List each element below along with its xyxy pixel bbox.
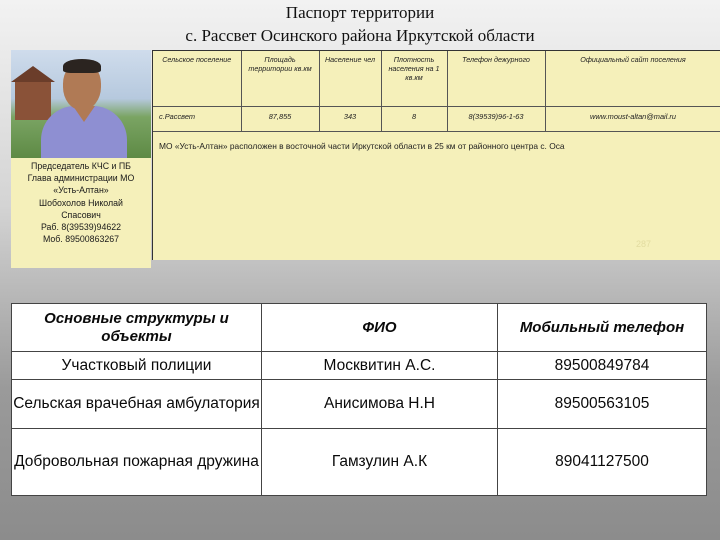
caption-line: Моб. 89500863267 <box>42 234 120 245</box>
object-cell: Сельская врачебная амбулатория <box>12 380 262 428</box>
caption-line: Спасович <box>61 209 101 220</box>
house-shape <box>15 80 51 120</box>
phone-cell: 89500849784 <box>498 352 707 380</box>
header-duty-phone: Телефон дежурного <box>447 51 545 106</box>
header-objects: Основные структуры и объекты <box>12 304 262 352</box>
page-number: 287 <box>636 239 652 249</box>
caption-line: Шобохолов Николай <box>39 197 123 208</box>
header-website: Официальный сайт поселения <box>545 51 720 106</box>
name-cell: Москвитин А.С. <box>262 352 498 380</box>
page-title-line1: Паспорт территории <box>285 3 435 22</box>
value-duty-phone: 8(39539)96-1-63 <box>447 106 545 131</box>
header-density: Плотность населения на 1 кв.км <box>381 51 447 106</box>
table-row <box>12 380 707 428</box>
value-density: 8 <box>381 106 447 131</box>
header-mobile: Мобильный телефон <box>498 304 707 352</box>
objects-contacts-table <box>11 303 707 496</box>
value-area: 87,855 <box>241 106 319 131</box>
page-title-line2: с. Рассвет Осинского района Иркутской области <box>185 26 535 45</box>
header-settlement: Сельское поселение <box>153 51 241 106</box>
caption-line: Председатель КЧС и ПБ <box>31 161 131 171</box>
caption-line: Раб. 8(39539)94622 <box>40 222 122 233</box>
caption-line: Глава администрации МО <box>27 173 135 184</box>
phone-cell: 89041127500 <box>498 428 707 495</box>
head-caption <box>11 158 151 268</box>
territory-description: МО «Усть-Алтан» расположен в восточной части Иркутской области в 25 км от районного центра с. Оса <box>159 141 565 151</box>
object-cell: Добровольная пожарная дружина <box>12 428 262 495</box>
name-cell: Гамзулин А.К <box>262 428 498 495</box>
portrait-photo <box>11 50 151 158</box>
territory-passport-table <box>152 50 720 260</box>
table-header-row <box>12 304 707 352</box>
caption-line: «Усть-Алтан» <box>53 185 109 196</box>
table-row <box>12 352 707 380</box>
header-fio: ФИО <box>262 304 498 352</box>
header-area: Площадь территории кв.км <box>241 51 319 106</box>
table-row <box>12 428 707 495</box>
value-settlement: с.Рассвет <box>153 106 241 131</box>
hair-shape <box>63 59 101 73</box>
value-website: www.moust-altan@mail.ru <box>545 106 720 131</box>
header-population: Население чел <box>319 51 381 106</box>
name-cell: Анисимова Н.Н <box>262 380 498 428</box>
phone-cell: 89500563105 <box>498 380 707 428</box>
object-cell: Участковый полиции <box>12 352 262 380</box>
value-population: 343 <box>319 106 381 131</box>
